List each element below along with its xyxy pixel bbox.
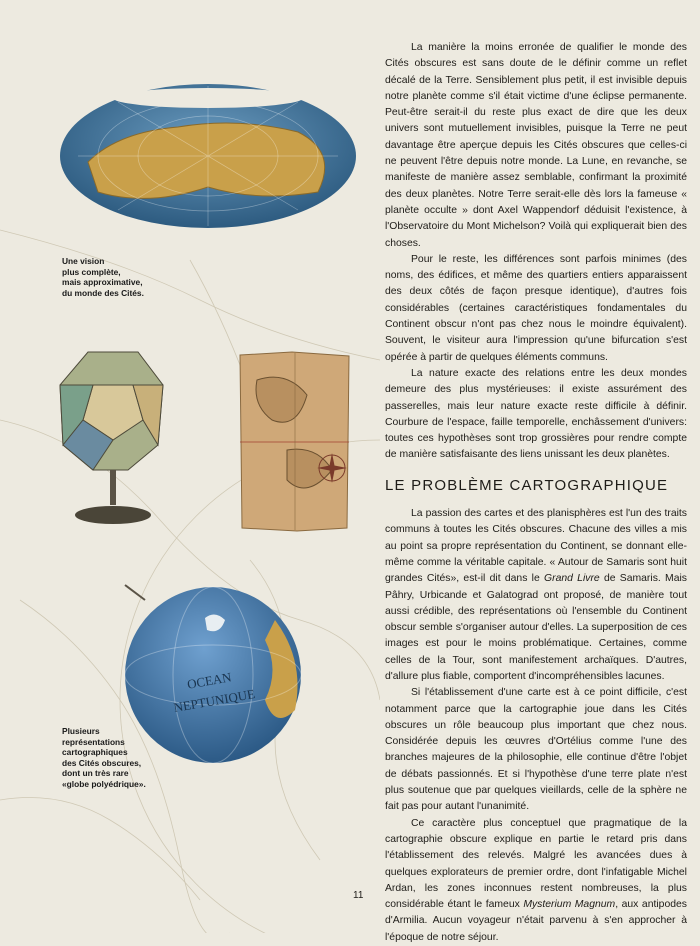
text-run: Ce caractère plus conceptuel que pragmatique de la cartographie obscure explique en partie le retard pris dans l'établissement des relevés. Malgré les avancées dues à quelques explorateurs de premier ordre, dont l'infatigable Michel Ardan, les zones inconnues restent nombreuses, la plus considérable étant le fameux [385, 817, 687, 911]
caption-line: plus complète, [62, 266, 121, 277]
globe-label-ocean: OCEAN [185, 669, 233, 692]
paragraph: Si l'établissement d'une carte est à ce point difficile, c'est notamment parce que la cartographie joue dans les Cités obscures un rôle beaucoup plus important que chez nous. Considérée depuis les œuvres d'Ortélius comme l'une des branches majeures de la philosophie, elle continue d'être l'objet de débats passionnés. Et si l'hypothèse d'une terre plate n'est plus soutenue que par quelques vieillards, celle de la sphère ne fait pas pour autant l'unanimité. [385, 687, 687, 813]
caption-line: Plusieurs [62, 726, 100, 736]
parchment-map-illustration [237, 350, 352, 533]
caption-line: «globe polyédrique». [62, 778, 146, 789]
caption-line: Une vision [62, 256, 105, 266]
page-number: 11 [353, 890, 364, 901]
text-run: de Samaris. Mais Pâhry, Urbicande et Galatograd ont proposé, de manière tout aussi crédible, des représentations où l'ensemble du Continent obscur semble s'organiser autour d'elles. La superposition de ces images est pour le moins problématique. Certaines, comme celles de la Tour, sont manifestement archaïques. D'autres, d'allure plus fiable, comportent d'incompréhensibles lacunes. [385, 573, 687, 682]
caption-line: représentations [62, 736, 125, 747]
caption-bottom [62, 726, 146, 790]
globe-label-neptunique: NEPTUNIQUE [172, 686, 257, 716]
caption-top [62, 256, 144, 298]
caption-line: cartographiques [62, 747, 128, 758]
caption-line: des Cités obscures, [62, 757, 142, 768]
polyhedral-globe-illustration [58, 350, 168, 535]
caption-line: mais approximative, [62, 277, 143, 288]
ring-globe-illustration [58, 82, 358, 230]
text-run: , aux antipodes d'Armilia. Aucun voyageur n'était parvenu à s'en approcher à l'époque de notre séjour. [385, 899, 687, 943]
book-title: Grand Livre [544, 573, 600, 585]
paragraph [385, 506, 687, 685]
paragraph: Pour le reste, les différences sont parfois minimes (des noms, des édifices, et même des quartiers entiers apparaissent des deux côtés de façon presque identique), d'autres fois considérables (certaines caractéristiques fondamentales du Continent obscur n'ont pas chez nous le moindre équivalent). Souvent, le visiteur aura l'impression qu'une bifurcation s'est opérée à partir de quelques éléments communs. [385, 253, 687, 363]
place-name: Mysterium Magnum [523, 899, 616, 911]
section-heading: LE PROBLÈME CARTOGRAPHIQUE [385, 476, 669, 494]
caption-line: du monde des Cités. [62, 287, 144, 298]
paragraph: La nature exacte des relations entre les deux mondes demeure des plus mystérieuses: il existe assurément des passerelles, mais leur nature exacte reste difficile à définir. Courbure de l'espace, faille temporelle, enchâssement d'univers: toutes ces hypothèses sont trop grossières pour rendre compte de manière satisfaisante des liens unissant les deux planètes. [385, 367, 687, 461]
paragraph: La manière la moins erronée de qualifier le monde des Cités obscures est sans doute de le définir comme un reflet décalé de la Terre. Sensiblement plus petit, il est invisible depuis notre planète comme s'il était victime d'une éclipse permanente. Peut-être serait-il du reste plus exact de dire que les deux univers sont mutuellement invisibles, puisque la Terre ne peut davantage être aperçue depuis les Cités obscures que celles-ci ne peuvent l'être depuis notre monde. La Lune, en revanche, se manifeste de manière assez semblable, confirmant la proximité des deux planètes. Notre Terre serait-elle dès lors la fameuse « planète occulte » dont Axel Wappendorf déduisit l'existence, à l'Observatoire du Mont Michelson? Voilà qui expliquerait bien des choses. [385, 42, 687, 249]
text-run: La passion des cartes et des planisphères est l'un des traits communs à toutes les Cités obscures. Chacune des villes a mis au point sa propre représentation du Continent, se donnant elle-même comme la véritable capitale. « Autour de Samaris sont huit grandes Cités», est-il dit dans le [385, 508, 687, 585]
caption-line: dont un très rare [62, 768, 129, 779]
body-text-column [385, 40, 687, 946]
paragraph [385, 816, 687, 946]
